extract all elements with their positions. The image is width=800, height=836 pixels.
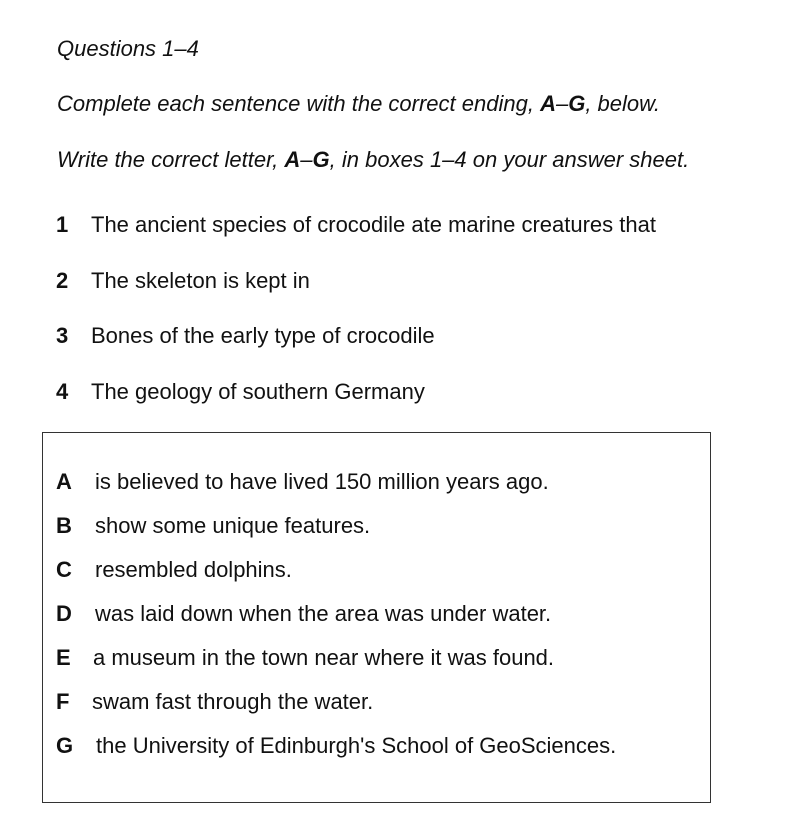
question-heading: Questions 1–4 (57, 36, 199, 61)
instruction-complete (57, 91, 660, 117)
instruction-text: , in boxes 1–4 on your answer sheet. (329, 147, 690, 172)
instruction-text: Complete each sentence with the correct ending, (57, 91, 541, 116)
ending-letter: G (56, 733, 74, 758)
question-number: 2 (56, 268, 69, 293)
question-text: Bones of the early type of crocodile (91, 323, 435, 348)
ending-letter: E (56, 645, 71, 670)
question-text: The ancient species of crocodile ate marine creatures that (91, 212, 656, 237)
question-number: 3 (56, 323, 69, 348)
range-end: G (312, 147, 330, 172)
ending-text: swam fast through the water. (92, 689, 374, 714)
range-dash: – (555, 91, 569, 116)
ending-text: the University of Edinburgh's School of GeoSciences. (96, 733, 617, 758)
question-number: 1 (56, 212, 69, 237)
ending-letter: A (56, 469, 72, 494)
instruction-text: , below. (585, 91, 660, 116)
ending-letter: F (56, 689, 70, 714)
ending-text: resembled dolphins. (95, 557, 292, 582)
range-dash: – (300, 147, 313, 172)
question-text: The skeleton is kept in (91, 268, 310, 293)
question-number: 4 (56, 379, 69, 404)
ending-text: a museum in the town near where it was found. (93, 645, 555, 670)
range-end: G (568, 91, 586, 116)
ending-text: show some unique features. (95, 513, 371, 538)
ending-letter: C (56, 557, 72, 582)
ending-letter: D (56, 601, 72, 626)
ending-text: is believed to have lived 150 million years ago. (95, 469, 549, 494)
range-start: A (540, 91, 556, 116)
ending-letter: B (56, 513, 72, 538)
range-start: A (284, 147, 301, 172)
instruction-write (57, 147, 689, 173)
instruction-text: Write the correct letter, (57, 147, 285, 172)
question-text: The geology of southern Germany (91, 379, 425, 404)
ending-text: was laid down when the area was under water. (95, 601, 552, 626)
